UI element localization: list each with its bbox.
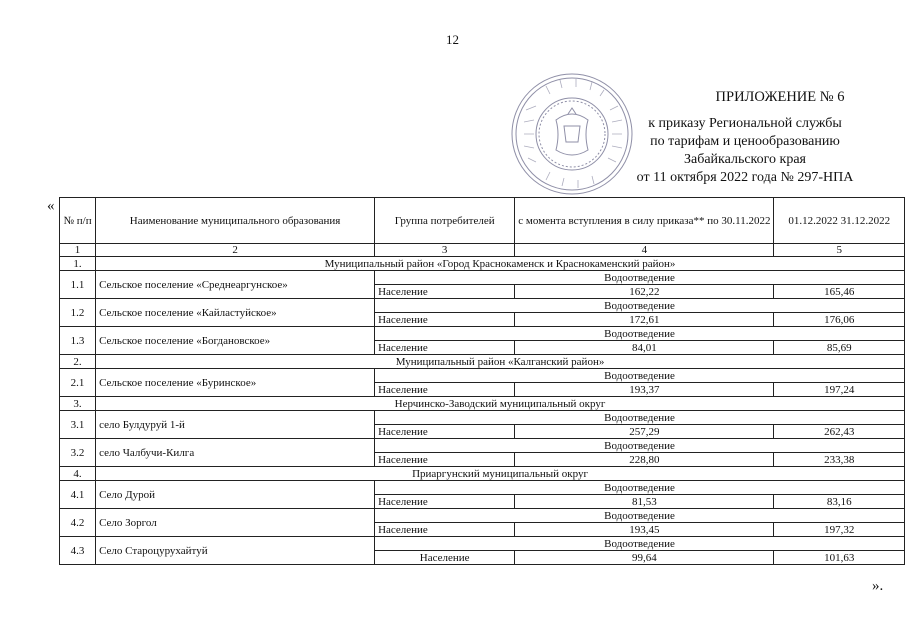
header-period-1: с момента вступления в силу приказа** по 30.11.2022	[515, 198, 774, 244]
row-number: 1.1	[60, 271, 96, 299]
service-label: Водоотведение	[375, 299, 905, 313]
tariff-value-2: 262,43	[774, 425, 905, 439]
appendix-line: Забайкальского края	[683, 152, 806, 167]
municipality-name: Сельское поселение «Буринское»	[96, 369, 375, 397]
service-label: Водоотведение	[375, 271, 905, 285]
section-title: Муниципальный район «Калганский район»	[96, 355, 905, 369]
tariff-value-1: 193,45	[515, 523, 774, 537]
municipality-name: Село Староцурухайтуй	[96, 537, 375, 565]
tariff-value-1: 81,53	[515, 495, 774, 509]
section-title: Муниципальный район «Город Краснокаменск и Краснокаменский район»	[96, 257, 905, 271]
service-label: Водоотведение	[375, 537, 905, 551]
section-number: 3.	[60, 397, 96, 411]
opening-quote: «	[47, 198, 55, 214]
row-number: 3.1	[60, 411, 96, 439]
municipality-name: село Булдуруй 1-й	[96, 411, 375, 439]
service-label: Водоотведение	[375, 439, 905, 453]
header-period-2: 01.12.2022 31.12.2022	[774, 198, 905, 244]
row-number: 3.2	[60, 439, 96, 467]
header-group: Группа потребителей	[375, 198, 515, 244]
row-number: 1.2	[60, 299, 96, 327]
appendix-line: по тарифам и ценообразованию	[650, 134, 840, 149]
row-number: 4.3	[60, 537, 96, 565]
tariff-value-1: 99,64	[515, 551, 774, 565]
closing-quote: ».	[872, 578, 884, 594]
municipality-name: Сельское поселение «Богдановское»	[96, 327, 375, 355]
row-number: 2.1	[60, 369, 96, 397]
column-number: 4	[515, 244, 774, 257]
consumer-group: Население	[375, 425, 515, 439]
section-number: 4.	[60, 467, 96, 481]
consumer-group: Население	[375, 313, 515, 327]
section-title: Нерчинско-Заводский муниципальный округ	[96, 397, 905, 411]
municipality-name: Село Дурой	[96, 481, 375, 509]
section-number: 2.	[60, 355, 96, 369]
municipality-name: Сельское поселение «Кайластуйское»	[96, 299, 375, 327]
tariff-value-1: 257,29	[515, 425, 774, 439]
tariff-value-2: 85,69	[774, 341, 905, 355]
tariff-table	[59, 197, 905, 565]
consumer-group: Население	[375, 383, 515, 397]
municipality-name: Сельское поселение «Среднеаргунское»	[96, 271, 375, 299]
consumer-group: Население	[375, 551, 515, 565]
tariff-value-2: 176,06	[774, 313, 905, 327]
service-label: Водоотведение	[375, 369, 905, 383]
tariff-value-2: 233,38	[774, 453, 905, 467]
consumer-group: Население	[375, 341, 515, 355]
consumer-group: Население	[375, 453, 515, 467]
tariff-value-2: 165,46	[774, 285, 905, 299]
tariff-value-1: 162,22	[515, 285, 774, 299]
section-title: Приаргунский муниципальный округ	[96, 467, 905, 481]
appendix-line: от 11 октября 2022 года № 297-НПА	[636, 170, 854, 185]
column-number: 1	[60, 244, 96, 257]
tariff-value-1: 228,80	[515, 453, 774, 467]
consumer-group: Население	[375, 285, 515, 299]
appendix-title: ПРИЛОЖЕНИЕ № 6	[715, 89, 845, 105]
service-label: Водоотведение	[375, 509, 905, 523]
column-number: 5	[774, 244, 905, 257]
column-number: 3	[375, 244, 515, 257]
service-label: Водоотведение	[375, 411, 905, 425]
appendix-line: к приказу Региональной службы	[648, 116, 842, 131]
tariff-value-2: 83,16	[774, 495, 905, 509]
tariff-value-2: 197,24	[774, 383, 905, 397]
tariff-value-1: 84,01	[515, 341, 774, 355]
tariff-value-2: 197,32	[774, 523, 905, 537]
service-label: Водоотведение	[375, 327, 905, 341]
row-number: 1.3	[60, 327, 96, 355]
tariff-value-2: 101,63	[774, 551, 905, 565]
section-number: 1.	[60, 257, 96, 271]
column-number: 2	[96, 244, 375, 257]
appendix-block	[600, 88, 890, 187]
consumer-group: Население	[375, 523, 515, 537]
page-number: 12	[446, 32, 459, 47]
consumer-group: Население	[375, 495, 515, 509]
header-name: Наименование муниципального образования	[96, 198, 375, 244]
tariff-value-1: 172,61	[515, 313, 774, 327]
tariff-value-1: 193,37	[515, 383, 774, 397]
municipality-name: село Чалбучи-Килга	[96, 439, 375, 467]
header-num: № п/п	[60, 198, 96, 244]
service-label: Водоотведение	[375, 481, 905, 495]
row-number: 4.2	[60, 509, 96, 537]
municipality-name: Село Зоргол	[96, 509, 375, 537]
row-number: 4.1	[60, 481, 96, 509]
